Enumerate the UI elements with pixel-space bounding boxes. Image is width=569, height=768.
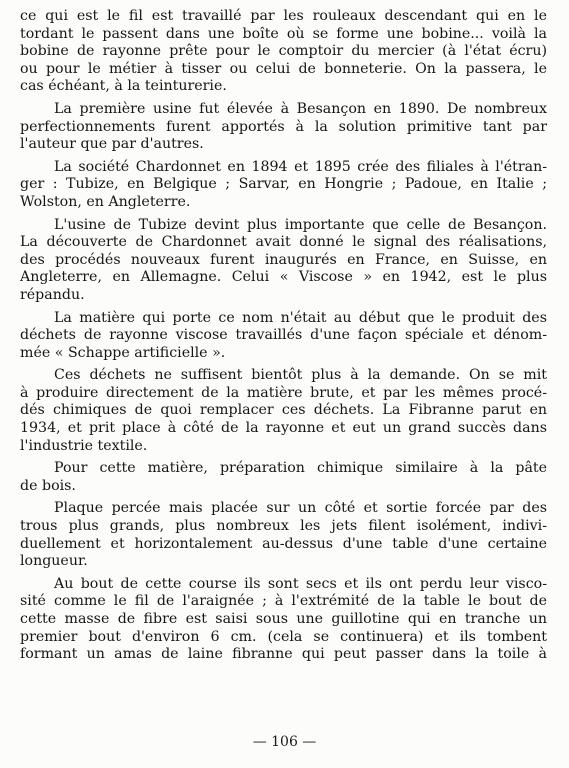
text-line: longueur.: [20, 553, 88, 570]
text-line: cette masse de fibre est saisi sous une guillotine qui en tranche un: [20, 611, 547, 627]
text-line: Plaque percée mais placée sur un côté et sortie forcée par des: [54, 500, 547, 517]
text-line: ou pour le métier à tisser ou celui de bonneterie. On la passera, le: [20, 60, 547, 77]
paragraph: [20, 159, 547, 212]
text-line: Wolston, en Angleterre.: [20, 193, 191, 210]
text-line: formant un amas de laine fibranne qui peut passer dans la toile à: [20, 646, 547, 663]
text-line: déchets de rayonne viscose travaillés d'une façon spéciale et dénom-: [20, 327, 547, 344]
paragraph: [20, 8, 547, 96]
text-line: duellement et horizontalement au-dessus d'une table d'une certaine: [20, 535, 547, 552]
body-text: [20, 8, 547, 669]
paragraph: [20, 500, 547, 570]
paragraph: [20, 310, 547, 363]
paragraph: [20, 576, 547, 664]
text-line: trous plus grands, plus nombreux les jets filent isolément, indivi-: [20, 518, 547, 535]
text-line: Pour cette matière, préparation chimique similaire à la pâte: [54, 460, 547, 477]
text-line: ger : Tubize, en Belgique ; Sarvar, en Hongrie ; Padoue, en Italie ;: [20, 176, 547, 193]
text-line: Au bout de cette course ils sont secs et ils ont perdu leur visco-: [54, 575, 547, 592]
paragraph: [20, 460, 547, 495]
text-line: des procédés nouveaux furent inaugurés en France, en Suisse, en: [20, 251, 547, 268]
text-line: mée « Schappe artificielle ».: [20, 344, 226, 361]
text-line: l'industrie textile.: [20, 437, 148, 454]
text-line: cas échéant, à la teinturerie.: [20, 78, 227, 95]
text-line: bobine de rayonne prête pour le comptoir du mercier (à l'état écru): [20, 43, 547, 60]
text-line: Ces déchets ne suffisent bientôt plus à la demande. On se mit: [54, 367, 547, 384]
text-line: l'auteur que par d'autres.: [20, 136, 204, 153]
text-line: sité comme le fil de l'araignée ; à l'extrémité de la table le bout de: [20, 593, 547, 610]
page-number: — 106 —: [252, 734, 317, 750]
text-line: 1934, et prit place à côté de la rayonne et eut un grand succès dans: [20, 420, 547, 437]
text-line: dés chimiques de quoi remplacer ces déchets. La Fibranne parut en: [20, 402, 547, 419]
paragraph: [20, 101, 547, 154]
text-line: premier bout d'environ 6 cm. (cela se continuera) et ils tombent: [20, 628, 547, 645]
text-line: L'usine de Tubize devint plus importante que celle de Besançon.: [54, 216, 547, 233]
text-line: ce qui est le fil est travaillé par les rouleaux descendant qui en le: [20, 8, 547, 24]
text-line: La matière qui porte ce nom n'était au début que le produit des: [54, 309, 547, 326]
text-line: répandu.: [20, 286, 85, 303]
text-line: Angleterre, en Allemagne. Celui « Viscose » en 1942, est le plus: [20, 269, 547, 286]
text-line: tordant le passent dans une boîte où se forme une bobine... voilà la: [20, 25, 547, 42]
text-line: La découverte de Chardonnet avait donné le signal des réalisations,: [20, 234, 547, 251]
paragraph: [20, 367, 547, 455]
text-line: perfectionnements furent apportés à la solution primitive tant par: [20, 118, 547, 135]
text-line: à produire directement de la matière brute, et par les mêmes procé-: [20, 384, 547, 401]
text-line: La société Chardonnet en 1894 et 1895 crée des filiales à l'étran-: [54, 158, 547, 175]
text-line: de bois.: [20, 477, 76, 494]
paragraph: [20, 217, 547, 305]
text-line: La première usine fut élevée à Besançon en 1890. De nombreux: [54, 100, 547, 117]
